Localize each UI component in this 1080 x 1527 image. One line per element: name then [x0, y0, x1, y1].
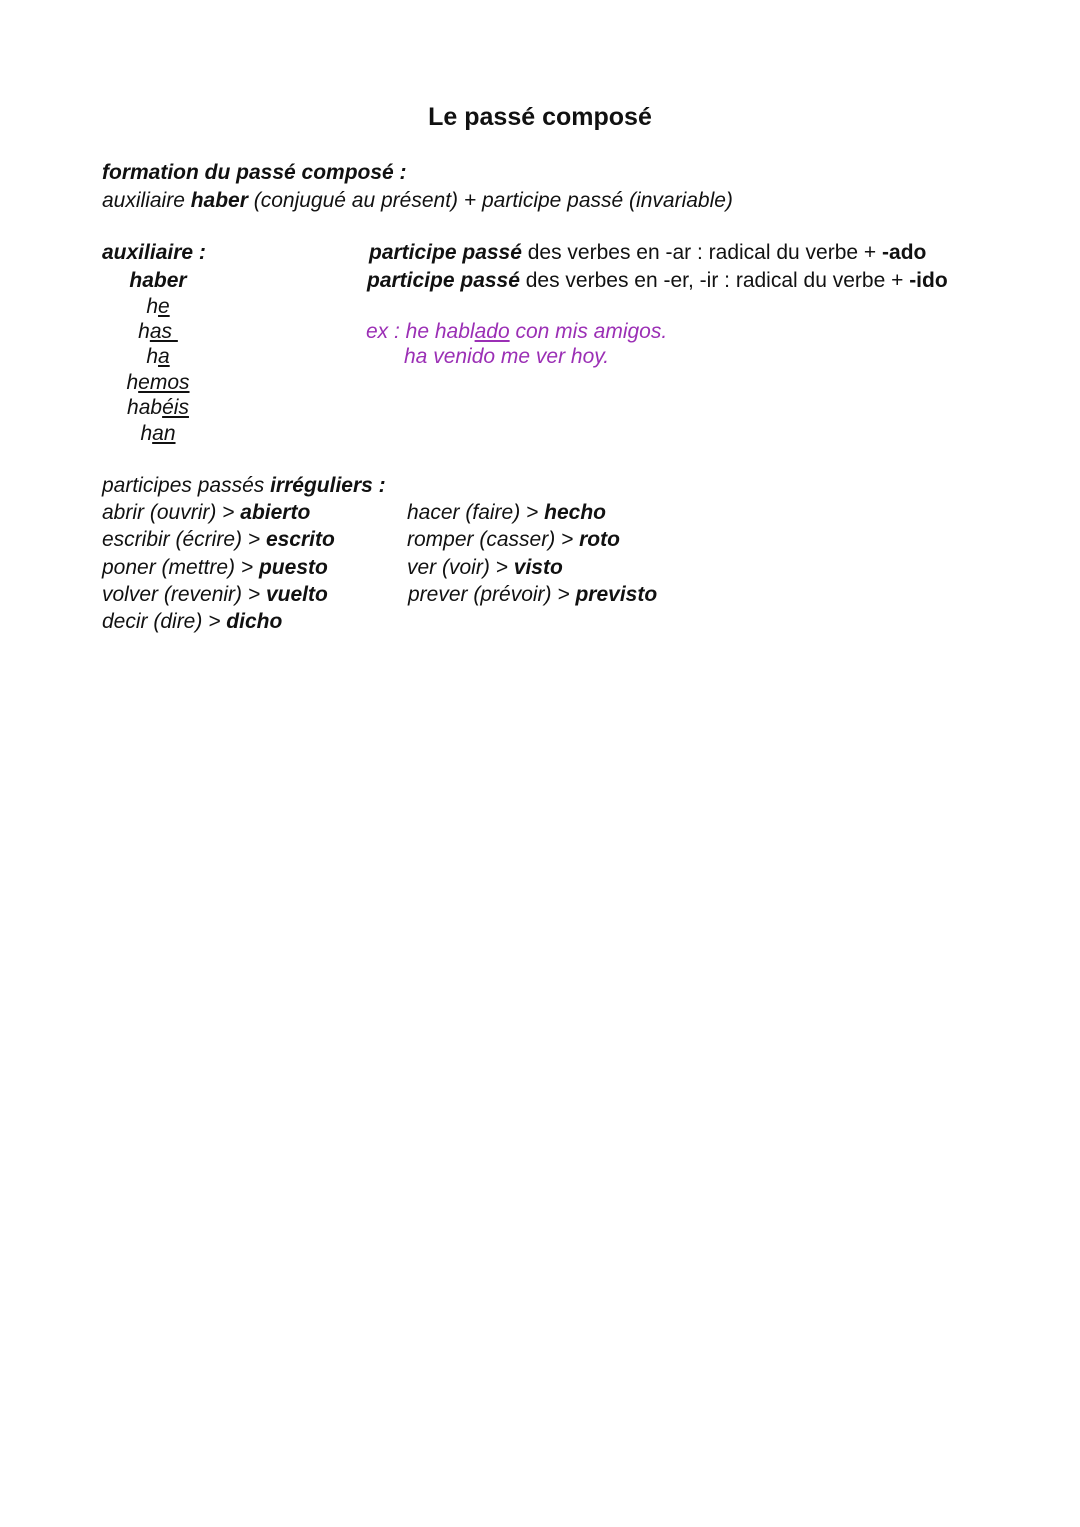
- formation-rule-c: (conjugué au présent) + participe passé (invariable): [247, 189, 733, 212]
- irregular-item: ver (voir) > visto: [407, 556, 563, 579]
- example-sentence: ha venido me ver hoy.: [404, 345, 610, 368]
- conjugation-form: ha: [146, 345, 170, 368]
- example-sentence: ex : he hablado con mis amigos.: [366, 320, 668, 343]
- participe-rule-ar: participe passé des verbes en -ar : radical du verbe + -ado: [369, 241, 927, 264]
- formation-heading: formation du passé composé :: [102, 161, 407, 184]
- irregular-item: escribir (écrire) > escrito: [102, 528, 335, 551]
- irreguliers-heading: participes passés irréguliers :: [102, 474, 386, 497]
- participe-rule-er-ir: participe passé des verbes en -er, -ir : radical du verbe + -ido: [367, 269, 948, 292]
- irregular-item: prever (prévoir) > previsto: [408, 583, 658, 606]
- auxiliaire-heading: auxiliaire :: [102, 241, 206, 264]
- formation-rule: [102, 188, 733, 214]
- conjugation-form: has: [138, 320, 178, 343]
- auxiliaire-verb: haber: [129, 269, 187, 292]
- irregular-item: poner (mettre) > puesto: [102, 556, 328, 579]
- formation-rule-haber: haber: [190, 189, 248, 212]
- conjugation-form: han: [140, 422, 176, 445]
- irregular-item: abrir (ouvrir) > abierto: [102, 501, 311, 524]
- irregular-item: decir (dire) > dicho: [102, 610, 283, 633]
- irregular-item: volver (revenir) > vuelto: [102, 583, 328, 606]
- irregular-item: romper (casser) > roto: [407, 528, 620, 551]
- conjugation-form: he: [146, 295, 170, 318]
- page-title: Le passé composé: [428, 103, 652, 131]
- irregular-item: hacer (faire) > hecho: [407, 501, 606, 524]
- conjugation-form: habéis: [127, 396, 189, 419]
- conjugation-form: hemos: [126, 371, 190, 394]
- formation-rule-a: auxiliaire: [102, 189, 191, 212]
